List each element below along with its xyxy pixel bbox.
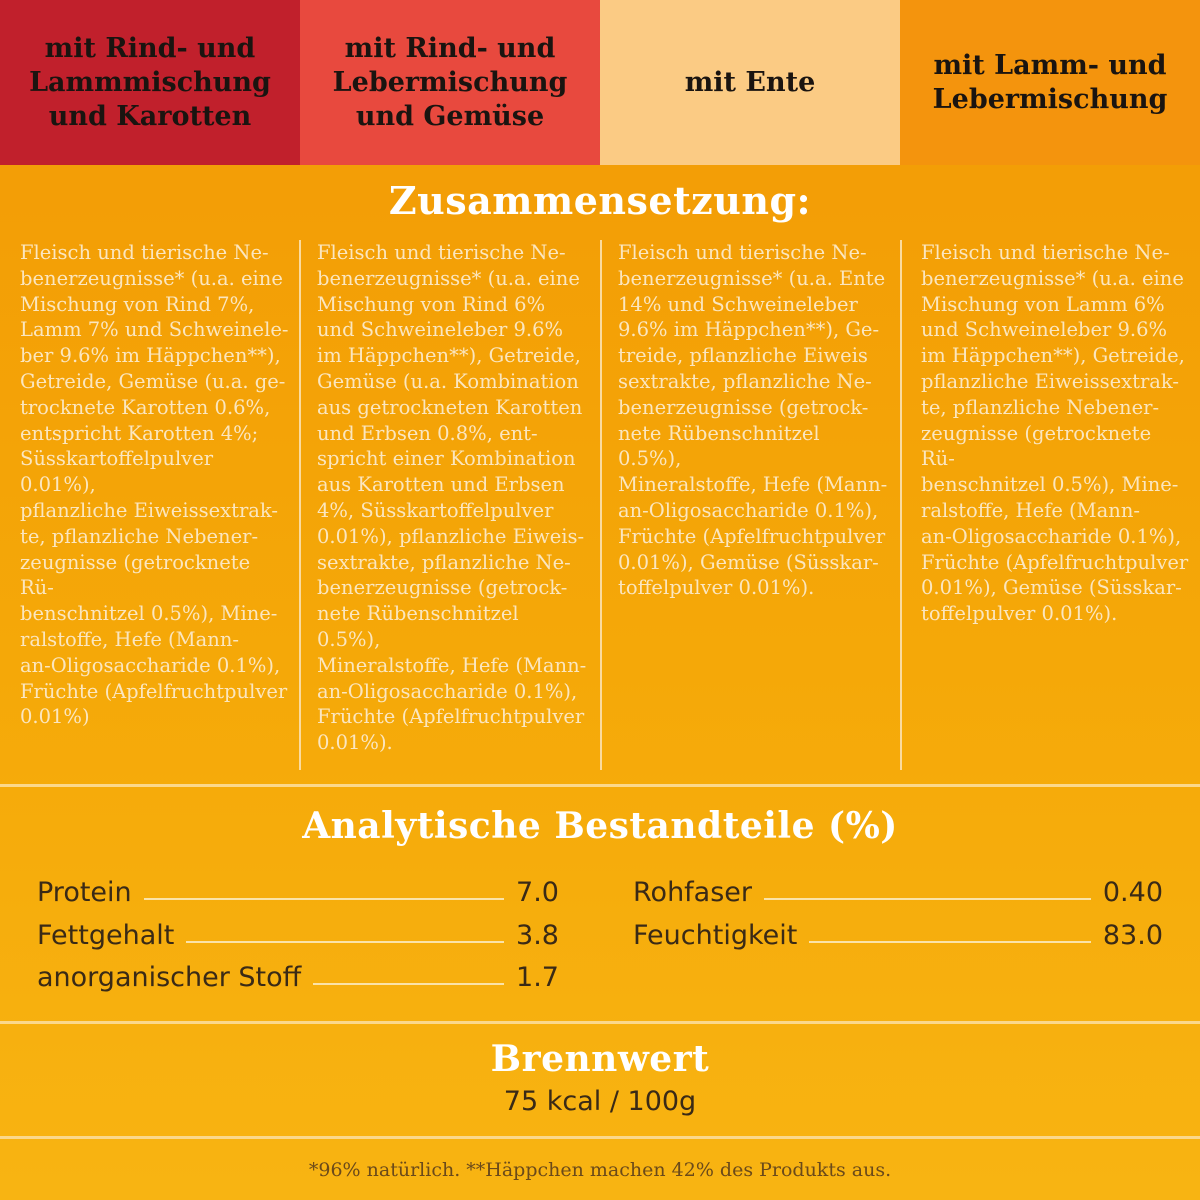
leader-line	[313, 983, 504, 985]
energy-title: Brennwert	[490, 1038, 710, 1080]
leader-line	[144, 898, 504, 900]
analysis-row-protein	[37, 868, 559, 908]
analysis-row-rohfaser	[633, 868, 1163, 908]
composition-text-4: Fleisch und tierische Ne- benerzeugnisse* (u.a. eine Mischung von Lamm 6% und Schweineleber 9.6% im Häppchen**), Getreide, pflanzliche Eiweissextrak- te, pflanzliche Nebener- zeugnisse (getrocknete Rü- benschnitzel 0.5%), Mine- ralstoffe, Hefe (Mann- an-Oligosaccharide 0.1%), Früchte (Apfelfruchtpulver 0.01%), Gemüse (Süsskar- toffelpulver 0.01%).	[921, 241, 1189, 626]
analysis-label: anorganischer Stoff	[37, 962, 302, 993]
variant-rind-leber: mit Rind- und Lebermischung und Gemüse	[300, 0, 600, 165]
analysis-value: 83.0	[1102, 920, 1163, 951]
analysis-label: Feuchtigkeit	[633, 920, 798, 951]
analysis-row-anorganischer-stoff	[37, 953, 559, 993]
analysis-row-fettgehalt	[37, 911, 559, 951]
variant-header	[0, 0, 1200, 165]
composition-title: Zusammensetzung:	[388, 178, 812, 223]
composition-text-1: Fleisch und tierische Ne- benerzeugnisse* (u.a. eine Mischung von Rind 7%, Lamm 7% und Schweinele- ber 9.6% im Häppchen**), Getreide, Gemüse (u.a. ge- trocknete Karotten 0.6%, entspricht Karotten 4%; Süsskartoffelpulver 0.01%), pflanzliche Eiweissextrak- te, pflanzliche Nebener- zeugnisse (getrocknete Rü- benschnitzel 0.5%), Mine- ralstoffe, Hefe (Mann- an-Oligosaccharide 0.1%), Früchte (Apfelfruchtpulver 0.01%)	[20, 241, 289, 729]
analysis-value: 7.0	[516, 877, 559, 908]
composition-text-2: Fleisch und tierische Ne- benerzeugnisse* (u.a. eine Mischung von Rind 6% und Schweineleber 9.6% im Häppchen**), Getreide, Gemüse (u.a. Kombination aus getrockneten Karotten und Erbsen 0.8%, ent- spricht einer Kombination aus Karotten und Erbsen 4%, Süsskartoffelpulver 0.01%), pflanzliche Eiweis- sextrakte, pflanzliche Ne- benerzeugnisse (getrock- nete Rübenschnitzel 0.5%), Mineralstoffe, Hefe (Mann- an-Oligosaccharide 0.1%), Früchte (Apfelfruchtpulver 0.01%).	[317, 241, 587, 755]
variant-lamm-leber: mit Lamm- und Lebermischung	[900, 0, 1200, 165]
column-divider	[299, 240, 301, 770]
column-divider	[600, 240, 602, 770]
analysis-value: 3.8	[516, 920, 559, 951]
footnote: *96% natürlich. **Häppchen machen 42% des Produkts aus.	[308, 1159, 892, 1181]
analysis-label: Rohfaser	[633, 877, 753, 908]
leader-line	[186, 941, 504, 943]
analysis-label: Protein	[37, 877, 132, 908]
section-divider	[0, 1136, 1200, 1139]
leader-line	[764, 898, 1091, 900]
section-divider	[0, 784, 1200, 787]
analysis-value: 1.7	[516, 962, 559, 993]
energy-value: 75 kcal / 100g	[503, 1086, 697, 1117]
composition-columns	[0, 240, 1200, 770]
column-divider	[900, 240, 902, 770]
variant-ente: mit Ente	[600, 0, 900, 165]
analysis-value: 0.40	[1102, 877, 1163, 908]
analysis-title: Analytische Bestandteile (%)	[302, 805, 898, 847]
variant-rind-lamm: mit Rind- und Lammmischung und Karotten	[0, 0, 300, 165]
composition-text-3: Fleisch und tierische Ne- benerzeugnisse* (u.a. Ente 14% und Schweineleber 9.6% im Häppchen**), Ge- treide, pflanzliche Eiweis sextrakte, pflanzliche Ne- benerzeugnisse (getrock- nete Rübenschnitzel 0.5%), Mineralstoffe, Hefe (Mann- an-Oligosaccharide 0.1%), Früchte (Apfelfruchtpulver 0.01%), Gemüse (Süsskar- toffelpulver 0.01%).	[618, 241, 888, 600]
section-divider	[0, 1021, 1200, 1024]
analysis-label: Fettgehalt	[37, 920, 175, 951]
analysis-row-feuchtigkeit	[633, 911, 1163, 951]
leader-line	[809, 941, 1091, 943]
